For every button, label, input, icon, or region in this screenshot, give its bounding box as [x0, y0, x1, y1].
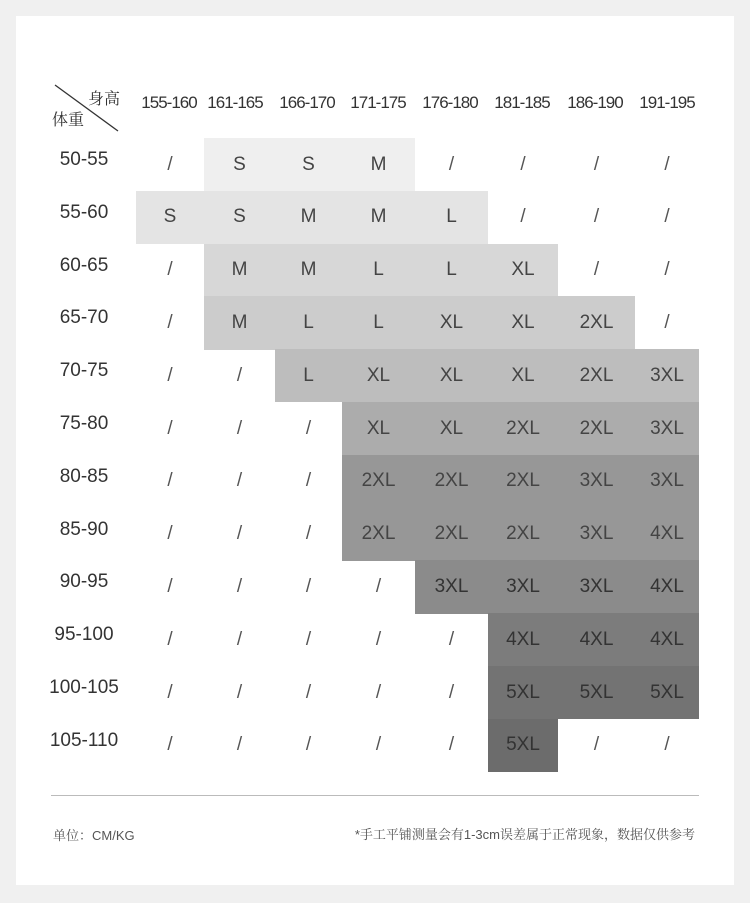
size-cell: 2XL: [415, 508, 488, 561]
size-cell: XL: [488, 296, 558, 349]
size-cell: 4XL: [635, 508, 699, 561]
weight-row-label: 105-110: [49, 729, 119, 751]
size-cell: 4XL: [635, 613, 699, 666]
size-cell: 2XL: [488, 455, 558, 508]
height-axis-label: 身高: [87, 91, 120, 108]
footer-divider: [51, 795, 699, 796]
height-header: 171-175: [350, 93, 406, 112]
height-header: 186-190: [567, 93, 623, 112]
size-cell-empty: /: [167, 734, 173, 756]
weight-row-label: 65-70: [59, 307, 109, 329]
size-cell-empty: /: [305, 681, 312, 703]
size-cell-empty: /: [664, 206, 670, 228]
size-cell-empty: /: [236, 523, 243, 545]
weight-row-label: 50-55: [59, 149, 109, 170]
weight-row-label: 75-80: [59, 413, 109, 434]
size-cell: XL: [488, 349, 558, 402]
size-cell-empty: /: [236, 417, 243, 439]
size-cell: 2XL: [342, 455, 415, 508]
size-cell: 2XL: [415, 455, 488, 508]
size-cell: L: [415, 191, 488, 244]
weight-row-label: 85-90: [59, 518, 109, 540]
size-cell-empty: /: [167, 417, 173, 439]
size-cell: 3XL: [635, 455, 699, 508]
size-cell-empty: /: [167, 628, 173, 650]
size-cell: 2XL: [488, 508, 558, 561]
size-cell-empty: /: [664, 259, 670, 281]
size-cell-empty: /: [375, 628, 382, 650]
size-cell: XL: [415, 296, 488, 349]
size-cell: S: [136, 191, 204, 244]
size-cell: XL: [415, 349, 488, 402]
size-cell-empty: /: [664, 312, 670, 334]
size-cell-empty: /: [375, 681, 382, 703]
size-cell-empty: /: [236, 576, 243, 598]
size-cell-empty: /: [664, 153, 670, 175]
size-cell-empty: /: [593, 153, 600, 175]
size-cell: XL: [342, 402, 415, 455]
size-cell: S: [204, 191, 275, 244]
size-cell-empty: /: [167, 153, 173, 175]
size-cell: M: [275, 191, 342, 244]
size-cell: L: [275, 349, 342, 402]
size-cell: M: [204, 296, 275, 349]
size-cell-empty: /: [593, 734, 600, 756]
size-cell: 3XL: [635, 349, 699, 402]
size-cell: 4XL: [635, 560, 699, 613]
size-cell: 4XL: [558, 613, 635, 666]
size-cell-empty: /: [236, 628, 243, 650]
height-header: 191-195: [639, 93, 695, 112]
size-cell-empty: /: [167, 523, 173, 545]
size-cell-empty: /: [236, 364, 243, 386]
size-cell: M: [204, 244, 275, 297]
size-cell: 3XL: [635, 402, 699, 455]
size-cell: 2XL: [558, 349, 635, 402]
size-cell-empty: /: [236, 681, 243, 703]
weight-row-label: 90-95: [59, 571, 109, 593]
table-corner-header: [52, 84, 120, 132]
size-cell: XL: [342, 349, 415, 402]
size-cell-empty: /: [448, 734, 455, 756]
weight-axis-label: 体重: [52, 112, 85, 129]
size-cell: 5XL: [558, 666, 635, 719]
size-cell-empty: /: [305, 417, 312, 439]
size-cell-empty: /: [375, 576, 382, 598]
size-cell: S: [275, 138, 342, 191]
height-header: 155-160: [141, 93, 197, 112]
size-cell-empty: /: [167, 259, 173, 281]
size-cell-empty: /: [448, 153, 455, 175]
weight-row-label: 100-105: [49, 677, 119, 698]
size-cell-empty: /: [520, 206, 526, 228]
weight-row-label: 60-65: [59, 254, 109, 276]
size-cell: S: [204, 138, 275, 191]
weight-row-label: 55-60: [59, 201, 109, 223]
size-cell-empty: /: [305, 576, 312, 598]
size-cell-empty: /: [593, 259, 600, 281]
size-cell-empty: /: [305, 628, 312, 650]
size-cell: 3XL: [558, 455, 635, 508]
unit-label: 单位：CM/KG: [53, 828, 135, 843]
size-cell-empty: /: [167, 312, 173, 334]
size-cell: 5XL: [488, 719, 558, 772]
size-cell: 3XL: [558, 508, 635, 561]
size-cell-empty: /: [305, 523, 312, 545]
size-cell-empty: /: [167, 681, 173, 703]
size-cell-empty: /: [448, 628, 455, 650]
size-cell: L: [415, 244, 488, 297]
size-cell-empty: /: [236, 734, 243, 756]
size-cell: L: [342, 244, 415, 297]
size-cell: 2XL: [488, 402, 558, 455]
height-header: 166-170: [279, 93, 335, 112]
size-cell: 3XL: [558, 560, 635, 613]
size-cell: 3XL: [488, 560, 558, 613]
size-cell: 2XL: [342, 508, 415, 561]
size-cell: 5XL: [488, 666, 558, 719]
size-cell: L: [342, 296, 415, 349]
size-cell: 5XL: [635, 666, 699, 719]
height-header: 161-165: [207, 93, 263, 112]
size-cell: 2XL: [558, 402, 635, 455]
size-cell-empty: /: [520, 153, 526, 175]
measurement-note: *手工平铺测量会有1-3cm误差属于正常现象，数据仅供参考: [354, 827, 695, 842]
size-cell-empty: /: [375, 734, 382, 756]
height-header: 181-185: [494, 93, 550, 112]
size-cell: 2XL: [558, 296, 635, 349]
size-cell-empty: /: [664, 734, 670, 756]
size-cell-empty: /: [167, 364, 173, 386]
weight-row-label: 80-85: [59, 465, 109, 487]
height-header: 176-180: [422, 93, 478, 112]
size-cell: 3XL: [415, 560, 488, 613]
size-cell-empty: /: [236, 470, 243, 492]
size-cell: M: [342, 138, 415, 191]
size-cell: L: [275, 296, 342, 349]
size-cell: XL: [415, 402, 488, 455]
size-cell-empty: /: [448, 681, 455, 703]
size-cell-empty: /: [167, 470, 173, 492]
weight-row-label: 70-75: [59, 360, 109, 382]
size-cell: XL: [488, 244, 558, 297]
size-cell: 4XL: [488, 613, 558, 666]
size-cell: M: [275, 244, 342, 297]
size-cell: M: [342, 191, 415, 244]
size-cell-empty: /: [593, 206, 600, 228]
size-cell-empty: /: [305, 734, 312, 756]
size-cell-empty: /: [305, 470, 312, 492]
weight-row-label: 95-100: [54, 624, 114, 646]
size-cell-empty: /: [167, 576, 173, 598]
